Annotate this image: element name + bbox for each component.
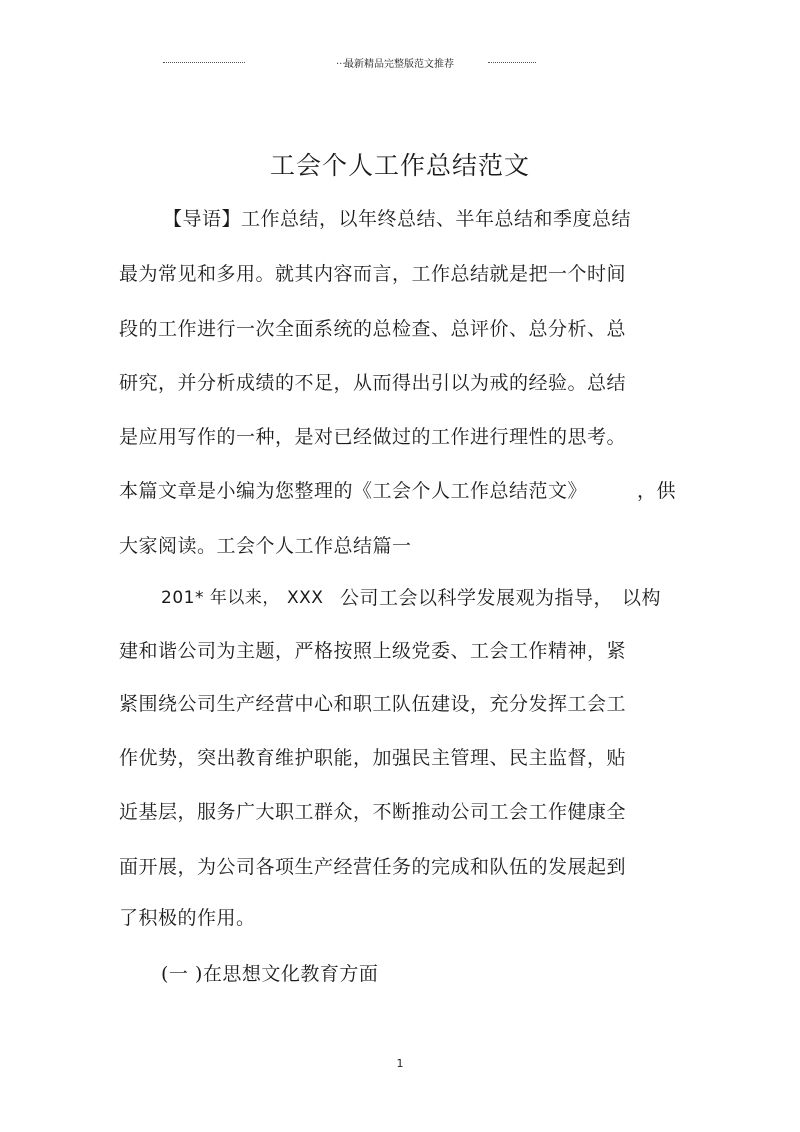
section-heading: (一 )在思想文化教育方面 bbox=[161, 963, 379, 985]
para2-year: 201* 年以来， bbox=[161, 588, 280, 608]
header-leader: ... bbox=[336, 56, 346, 67]
para2-line: 紧围绕公司生产经营中心和职工队伍建设，充分发挥工会工 bbox=[119, 693, 627, 715]
para2-text-tail: 以构 bbox=[622, 587, 662, 609]
intro-line: 【导语】工作总结，以年终总结、半年总结和季度总结 bbox=[163, 208, 632, 230]
header-text: 最新精品完整版范文推荐 bbox=[344, 59, 454, 70]
header-rule-right bbox=[488, 62, 536, 63]
para2-line: 近基层，服务广大职工群众，不断推动公司工会工作健康全 bbox=[119, 801, 627, 823]
para2-line: 了积极的作用。 bbox=[119, 907, 256, 929]
para2-line: 建和谐公司为主题，严格按照上级党委、工会工作精神，紧 bbox=[119, 640, 627, 662]
intro-line: 是应用写作的一种，是对已经做过的工作进行理性的思考。 bbox=[119, 426, 627, 448]
para2-text: 公司工会以科学发展观为指导， bbox=[340, 587, 614, 609]
para2-line: 面开展，为公司各项生产经营任务的完成和队伍的发展起到 bbox=[119, 856, 627, 878]
intro-line: 段的工作进行一次全面系统的总检查、总评价、总分析、总 bbox=[119, 318, 627, 340]
intro-line: 大家阅读。工会个人工作总结篇一 bbox=[119, 535, 412, 557]
header-rule-left bbox=[163, 62, 245, 63]
page-number: 1 bbox=[396, 1057, 404, 1070]
page-title: 工会个人工作总结范文 bbox=[269, 151, 530, 180]
intro-line: 本篇文章是小编为您整理的《工会个人工作总结范文》 bbox=[119, 480, 588, 502]
intro-line: 最为常见和多用。就其内容而言，工作总结就是把一个时间 bbox=[119, 263, 627, 285]
intro-line-tail: ，供 bbox=[637, 480, 677, 502]
para2-line: 作优势，突出教育维护职能，加强民主管理、民主监督，贴 bbox=[119, 747, 627, 769]
para2-company-placeholder: XXX bbox=[287, 588, 324, 608]
intro-line: 研究，并分析成绩的不足，从而得出引以为戒的经验。总结 bbox=[119, 372, 627, 394]
